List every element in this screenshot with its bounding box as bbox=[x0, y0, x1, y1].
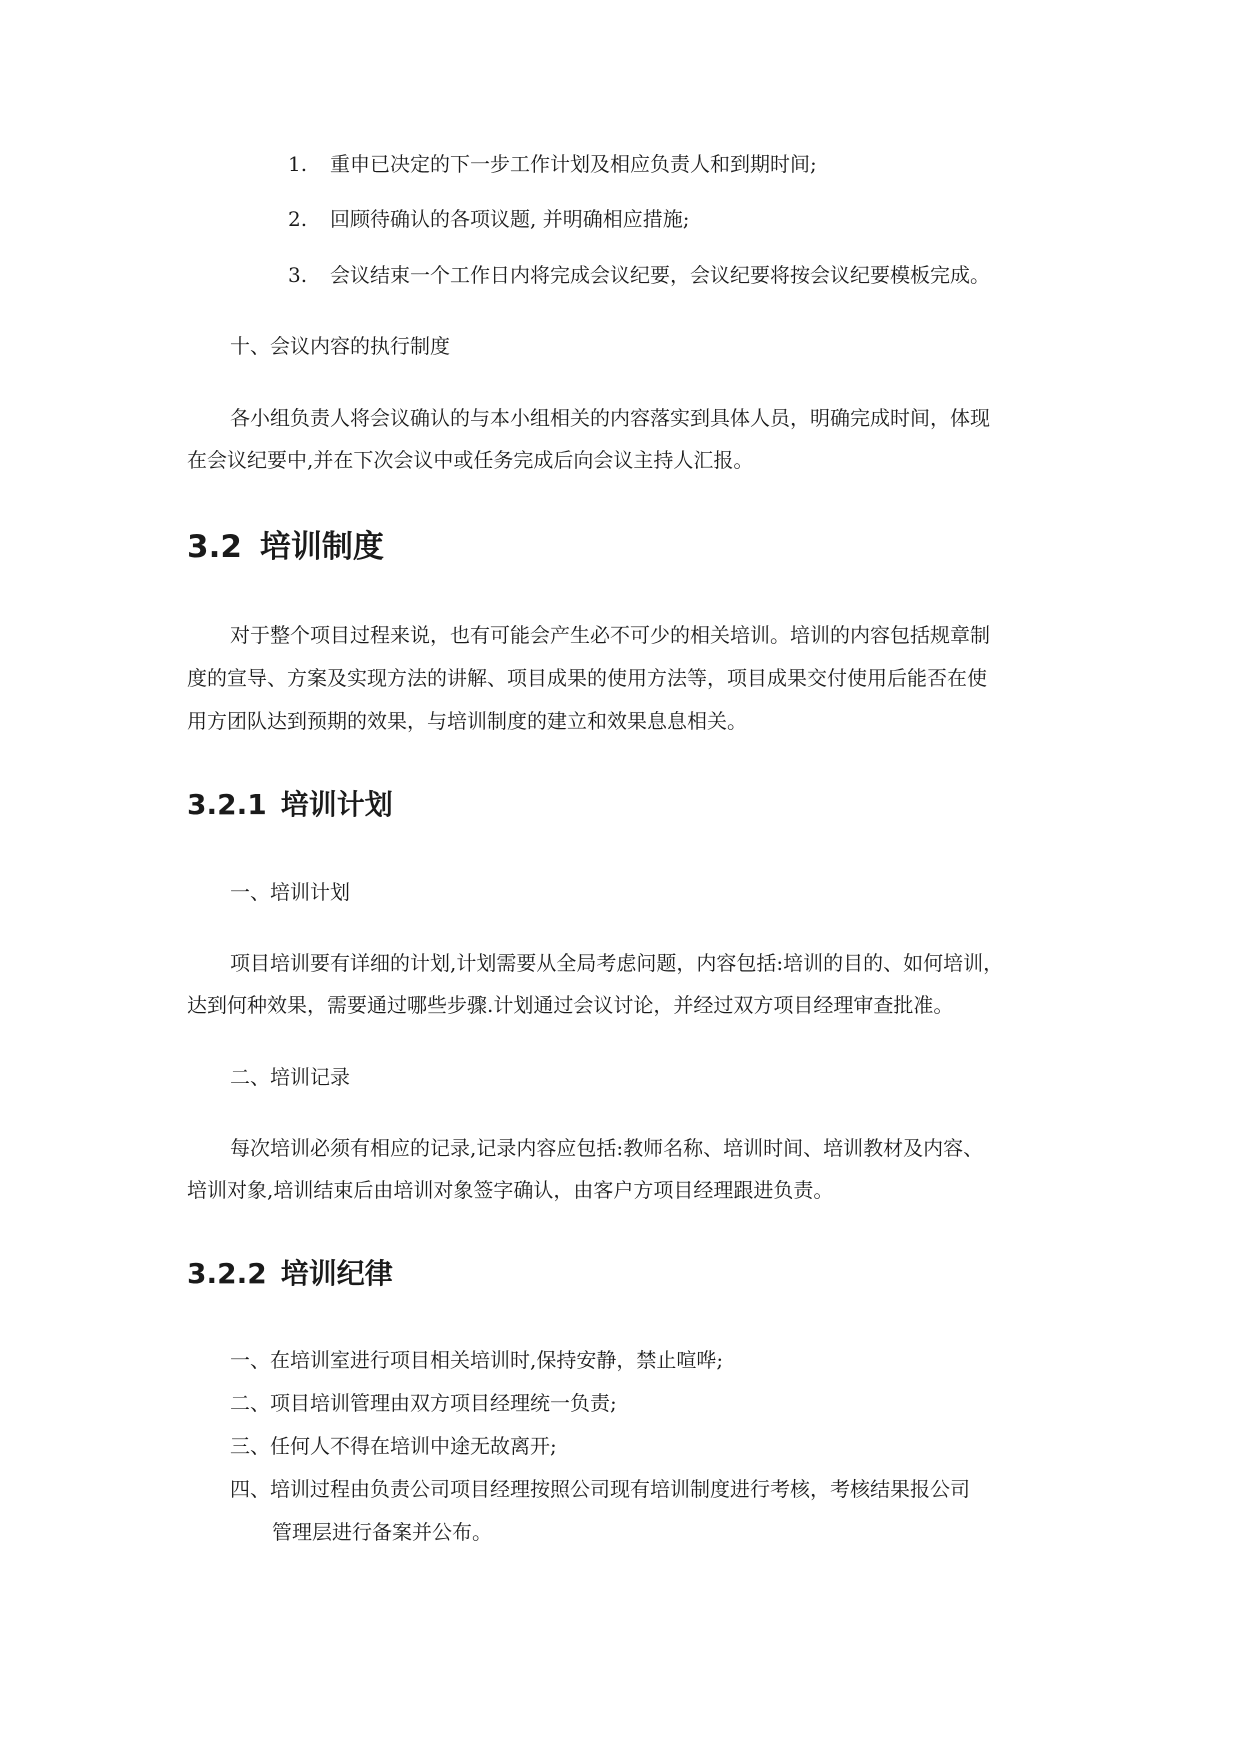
training-plan-subheading: 一、培训计划 bbox=[230, 880, 350, 904]
discipline-item-4-continuation: 管理层进行备案并公布。 bbox=[272, 1520, 492, 1544]
section-3-2-2-title: 培训纪律 bbox=[280, 1257, 393, 1290]
section-10-heading: 十、会议内容的执行制度 bbox=[230, 334, 450, 358]
section-10-para-line-2: 在会议纪要中,并在下次会议中或任务完成后向会议主持人汇报。 bbox=[187, 448, 754, 472]
section-3-2-2-number: 3.2.2 bbox=[187, 1257, 267, 1290]
list-item-1: 重申已决定的下一步工作计划及相应负责人和到期时间; bbox=[330, 152, 817, 176]
section-3-2-title: 培训制度 bbox=[259, 529, 384, 565]
list-number-3: 3. bbox=[288, 263, 308, 287]
section-3-2-para-line-3: 用方团队达到预期的效果，与培训制度的建立和效果息息相关。 bbox=[187, 709, 747, 733]
list-item-3: 会议结束一个工作日内将完成会议纪要，会议纪要将按会议纪要模板完成。 bbox=[330, 263, 990, 287]
discipline-item-1: 一、在培训室进行项目相关培训时,保持安静，禁止喧哗; bbox=[230, 1348, 724, 1372]
section-3-2-number: 3.2 bbox=[187, 529, 242, 565]
section-3-2-1-heading bbox=[187, 783, 393, 823]
section-3-2-para-line-1: 对于整个项目过程来说，也有可能会产生必不可少的相关培训。培训的内容包括规章制 bbox=[230, 623, 990, 647]
training-record-para-line-1: 每次培训必须有相应的记录,记录内容应包括:教师名称、培训时间、培训教材及内容、 bbox=[230, 1136, 984, 1160]
training-plan-para-line-2: 达到何种效果，需要通过哪些步骤.计划通过会议讨论，并经过双方项目经理审查批准。 bbox=[187, 993, 954, 1017]
training-record-para-line-2: 培训对象,培训结束后由培训对象签字确认，由客户方项目经理跟进负责。 bbox=[187, 1178, 834, 1202]
discipline-item-2: 二、项目培训管理由双方项目经理统一负责; bbox=[230, 1391, 617, 1415]
section-3-2-1-number: 3.2.1 bbox=[187, 788, 267, 821]
section-3-2-heading bbox=[187, 521, 384, 566]
discipline-item-4: 四、培训过程由负责公司项目经理按照公司现有培训制度进行考核，考核结果报公司 bbox=[230, 1477, 970, 1501]
list-item-2: 回顾待确认的各项议题, 并明确相应措施; bbox=[330, 207, 690, 231]
training-record-subheading: 二、培训记录 bbox=[230, 1065, 350, 1089]
section-3-2-para-line-2: 度的宣导、方案及实现方法的讲解、项目成果的使用方法等，项目成果交付使用后能否在使 bbox=[187, 666, 987, 690]
section-3-2-1-title: 培训计划 bbox=[280, 788, 393, 821]
list-number-2: 2. bbox=[288, 207, 308, 231]
discipline-item-3: 三、任何人不得在培训中途无故离开; bbox=[230, 1434, 557, 1458]
section-3-2-2-heading bbox=[187, 1252, 393, 1292]
training-plan-para-line-1: 项目培训要有详细的计划,计划需要从全局考虑问题，内容包括:培训的目的、如何培训， bbox=[230, 951, 1004, 975]
list-number-1: 1. bbox=[288, 152, 308, 176]
section-10-para-line-1: 各小组负责人将会议确认的与本小组相关的内容落实到具体人员，明确完成时间，体现 bbox=[230, 406, 990, 430]
